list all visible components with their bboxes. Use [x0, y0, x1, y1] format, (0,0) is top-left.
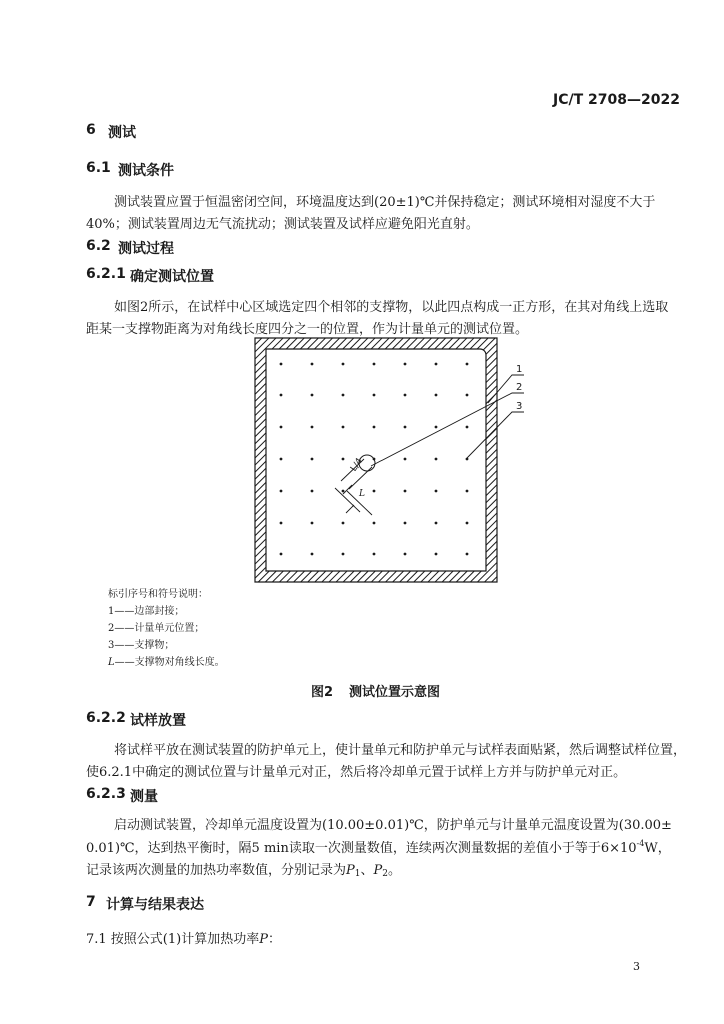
exponent: -4: [636, 839, 645, 848]
support-point: [311, 363, 314, 366]
power-symbol: P: [346, 863, 355, 878]
text-run: 7.1 按照公式(1)计算加热功率: [86, 932, 260, 947]
support-point: [280, 363, 283, 366]
support-point: [311, 553, 314, 556]
support-point: [311, 426, 314, 429]
support-point: [373, 394, 376, 397]
support-point: [311, 458, 314, 461]
support-point: [280, 522, 283, 525]
text-run: 、: [360, 863, 374, 878]
section-6-2-3-paragraph-line-2: [86, 837, 671, 856]
support-point: [342, 553, 345, 556]
support-point: [466, 426, 469, 429]
support-point: [466, 458, 469, 461]
legend-key: 1: [108, 606, 115, 617]
text-run: W，: [644, 841, 671, 856]
page-number: 3: [633, 960, 640, 973]
support-point: [404, 522, 407, 525]
figure-legend-item-3: [108, 636, 174, 651]
support-point: [404, 458, 407, 461]
edge-seal-frame: [255, 338, 497, 582]
figure-caption-number: 图2: [311, 685, 334, 700]
support-point: [373, 553, 376, 556]
legend-text: ——计量单元位置；: [114, 623, 205, 634]
support-point: [404, 553, 407, 556]
subscript: 1: [354, 869, 361, 879]
subscript: 2: [382, 869, 388, 879]
section-6-2-2-number: 6.2.2: [86, 710, 126, 726]
support-point: [342, 490, 345, 493]
dimension-label-full: L: [359, 489, 365, 499]
support-point: [466, 363, 469, 366]
figure-legend-item-4: [108, 653, 225, 668]
figure-caption: [311, 681, 440, 700]
section-6-number: 6: [86, 122, 96, 138]
section-6-title: 测试: [108, 125, 136, 141]
section-6-2-2-paragraph-line-1: 将试样平放在测试装置的防护单元上，使计量单元和防护单元与试样表面贴紧，然后调整试样位置，: [114, 743, 687, 758]
support-point: [342, 394, 345, 397]
support-point: [280, 458, 283, 461]
support-point: [466, 394, 469, 397]
callout-label-3: 3: [516, 401, 523, 412]
legend-text: ——支撑物；: [114, 640, 175, 651]
section-6-2-title: 测试过程: [118, 241, 174, 257]
figure-legend-item-2: [108, 619, 204, 634]
support-point: [373, 426, 376, 429]
standard-code: JC/T 2708—2022: [553, 92, 680, 108]
section-7-1-line: [86, 928, 281, 947]
support-point: [280, 394, 283, 397]
section-6-1-number: 6.1: [86, 160, 111, 176]
support-point: [311, 522, 314, 525]
figure-caption-text: 测试位置示意图: [349, 685, 441, 700]
section-6-2-3-title: 测量: [130, 789, 158, 805]
text-run: 0.01)℃，达到热平衡时，隔5 min读取一次测量数值，连续两次测量数据的差值小于等于6×10: [86, 841, 637, 856]
test-position-diagram: [250, 335, 550, 585]
legend-text: ——支撑物对角线长度。: [114, 657, 225, 668]
leader-line-2: [371, 393, 524, 466]
support-point: [404, 394, 407, 397]
support-point: [466, 490, 469, 493]
power-symbol: P: [373, 863, 383, 878]
section-6-1-paragraph-line-2: 40%；测试装置周边无气流扰动；测试装置及试样应避免阳光直射。: [86, 217, 479, 232]
section-6-2-2-paragraph-line-2: 使6.2.1中确定的测试位置与计量单元对正，然后将冷却单元置于试样上方并与防护单元对正。: [86, 765, 627, 780]
support-point: [373, 363, 376, 366]
callout-label-1: 1: [516, 364, 523, 375]
support-point: [342, 458, 345, 461]
figure-legend-title: 标引序号和符号说明：: [108, 589, 208, 600]
section-6-2-3-number: 6.2.3: [86, 786, 126, 802]
support-point: [311, 394, 314, 397]
power-symbol: P: [259, 932, 268, 947]
support-point: [404, 363, 407, 366]
support-point: [280, 426, 283, 429]
callout-label-2: 2: [516, 382, 523, 393]
support-point: [435, 394, 438, 397]
support-point: [435, 553, 438, 556]
section-6-2-1-paragraph-line-2: 距某一支撑物距离为对角线长度四分之一的位置，作为计量单元的测试位置。: [86, 322, 529, 337]
text-run: ：: [267, 932, 281, 947]
text-run: 。: [388, 863, 402, 878]
support-point: [435, 458, 438, 461]
support-point: [435, 490, 438, 493]
section-6-2-number: 6.2: [86, 238, 111, 254]
support-point: [342, 363, 345, 366]
support-point: [342, 522, 345, 525]
legend-key: L: [108, 657, 115, 668]
section-7-number: 7: [86, 894, 96, 910]
support-point: [466, 553, 469, 556]
support-point: [373, 522, 376, 525]
support-point: [466, 522, 469, 525]
section-6-1-title: 测试条件: [118, 163, 174, 179]
section-6-2-1-title: 确定测试位置: [130, 269, 214, 285]
support-point: [280, 553, 283, 556]
section-6-1-paragraph-line-1: 测试装置应置于恒温密闭空间，环境温度达到(20±1)℃并保持稳定；测试环境相对湿度不大于: [114, 195, 656, 210]
section-6-2-2-title: 试样放置: [130, 713, 186, 729]
section-7-title: 计算与结果表达: [106, 897, 204, 913]
dimension-label-quarter: L/4: [348, 456, 366, 474]
legend-key: 2: [108, 623, 115, 634]
support-point: [435, 363, 438, 366]
support-point: [435, 522, 438, 525]
support-point: [280, 490, 283, 493]
section-6-2-3-paragraph-line-1: 启动测试装置，冷却单元温度设置为(10.00±0.01)℃，防护单元与计量单元温度设置为(30.00±: [114, 818, 672, 833]
section-6-2-3-paragraph-line-3: [86, 859, 401, 879]
support-point: [311, 490, 314, 493]
section-6-2-1-number: 6.2.1: [86, 266, 126, 282]
legend-key: 3: [108, 640, 115, 651]
figure-legend-item-1: [108, 602, 184, 617]
support-point: [435, 426, 438, 429]
support-point: [373, 490, 376, 493]
text-run: 记录该两次测量的加热功率数值，分别记录为: [86, 863, 347, 878]
support-point: [404, 426, 407, 429]
legend-text: ——边部封接；: [114, 606, 185, 617]
support-point: [342, 426, 345, 429]
section-6-2-1-paragraph-line-1: 如图2所示，在试样中心区域选定四个相邻的支撑物，以此四点构成一正方形，在其对角线上选取: [114, 300, 669, 315]
support-point: [404, 490, 407, 493]
callout-leader-lines: [371, 375, 524, 466]
